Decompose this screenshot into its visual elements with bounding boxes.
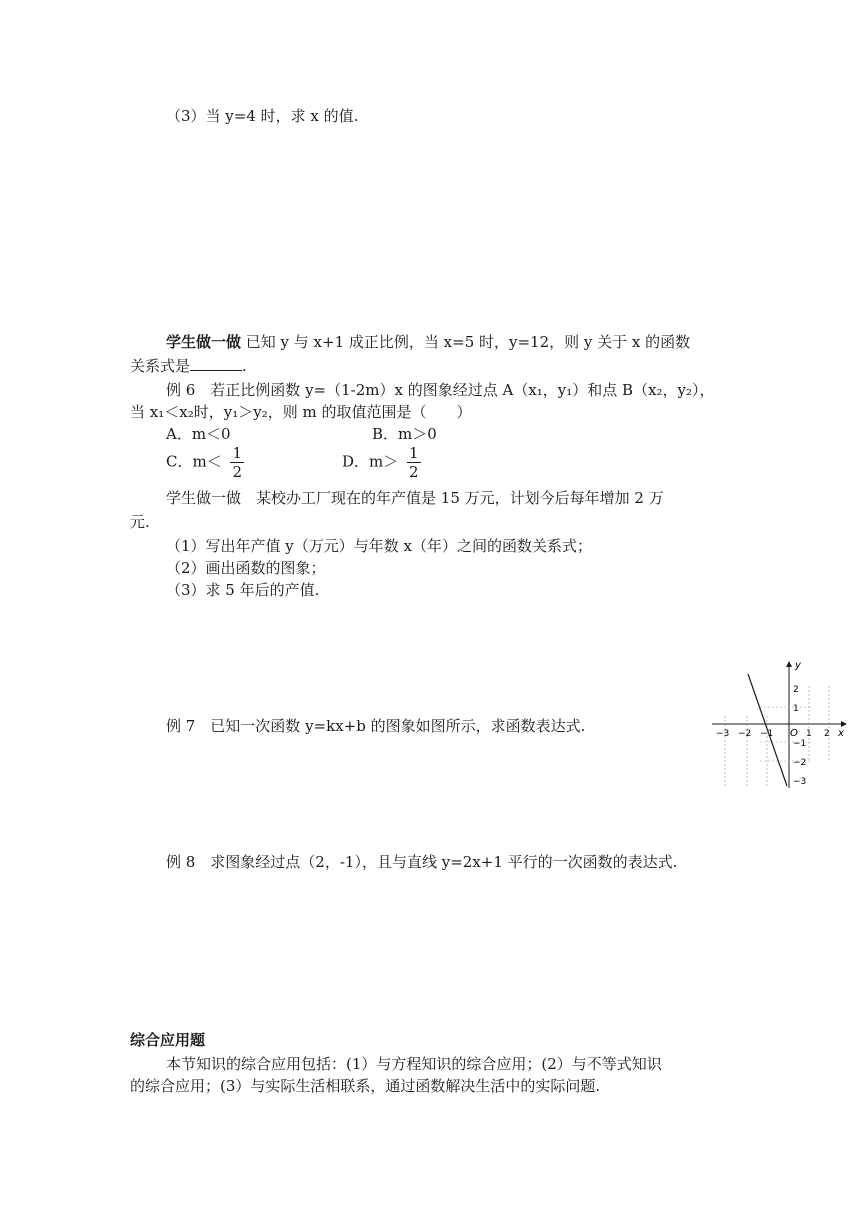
x-tick-neg3: −3: [716, 729, 730, 739]
x-tick-1: 1: [806, 729, 812, 739]
y-tick-neg3: −3: [793, 777, 807, 787]
fraction-half-c: [230, 444, 244, 481]
try2-item-1: （1）写出年产值 y（万元）与年数 x（年）之间的函数关系式；: [166, 537, 593, 555]
try1-line1: [166, 332, 690, 352]
example8: 例 8 求图象经过点（2，-1），且与直线 y=2x+1 平行的一次函数的表达式.: [166, 853, 678, 871]
option-d-text: D．m＞: [342, 452, 399, 471]
try2-item-2: （2）画出函数的图象；: [166, 559, 326, 577]
y-tick-2: 2: [793, 685, 799, 695]
fraction-half-d: [407, 444, 421, 481]
try1-text-b: 关系式是: [130, 357, 191, 375]
example6-option-a[interactable]: A．m＜0: [166, 425, 231, 443]
example7: 例 7 已知一次函数 y=kx+b 的图象如图所示，求函数表达式.: [166, 717, 586, 735]
summary-line2: 的综合应用；(3）与实际生活相联系，通过函数解决生活中的实际问题.: [130, 1077, 601, 1095]
x-tick-neg2: −2: [738, 729, 752, 739]
try2-line2: 元.: [130, 513, 150, 531]
example6-line1: 例 6 若正比例函数 y=（1-2m）x 的图象经过点 A（x₁，y₁）和点 B（x₂，y₂），: [166, 381, 715, 399]
option-c-text: C．m＜: [166, 452, 222, 471]
question-3: （3）当 y=4 时，求 x 的值.: [166, 107, 359, 125]
answer-blank[interactable]: [190, 356, 242, 371]
fraction-denominator: 2: [409, 463, 419, 481]
y-tick-neg2: −2: [793, 758, 807, 768]
y-tick-neg1: −1: [793, 739, 807, 749]
x-axis-label: x: [838, 728, 844, 739]
fraction-numerator: 1: [232, 444, 243, 462]
x-tick-neg1: −1: [760, 729, 774, 739]
try2-item-3: （3）求 5 年后的产值.: [166, 581, 320, 599]
example6-option-c[interactable]: [166, 444, 244, 481]
origin-label: O: [790, 728, 798, 739]
summary-line1: 本节知识的综合应用包括：(1）与方程知识的综合应用；(2）与不等式知识: [166, 1055, 662, 1073]
try1-text-b-end: .: [242, 357, 247, 375]
example6-option-d[interactable]: [342, 444, 421, 481]
example6-option-b[interactable]: B．m＞0: [372, 425, 437, 443]
x-tick-2: 2: [824, 729, 830, 739]
example6-line2: 当 x₁＜x₂时，y₁＞y₂，则 m 的取值范围是（ ）: [130, 403, 472, 421]
y-axis-label: y: [795, 660, 801, 671]
fraction-denominator: 2: [232, 463, 243, 481]
try2-line1: 学生做一做 某校办工厂现在的年产值是 15 万元，计划今后每年增加 2 万: [166, 489, 664, 507]
try1-text-a: 已知 y 与 x+1 成正比例，当 x=5 时，y=12，则 y 关于 x 的函数: [241, 333, 691, 351]
linear-function-graph: [710, 656, 850, 792]
y-tick-1: 1: [793, 704, 799, 714]
fraction-numerator: 1: [409, 444, 419, 462]
try1-line2: [130, 356, 247, 376]
summary-heading: 综合应用题: [130, 1031, 206, 1049]
try1-heading: 学生做一做: [166, 333, 242, 351]
